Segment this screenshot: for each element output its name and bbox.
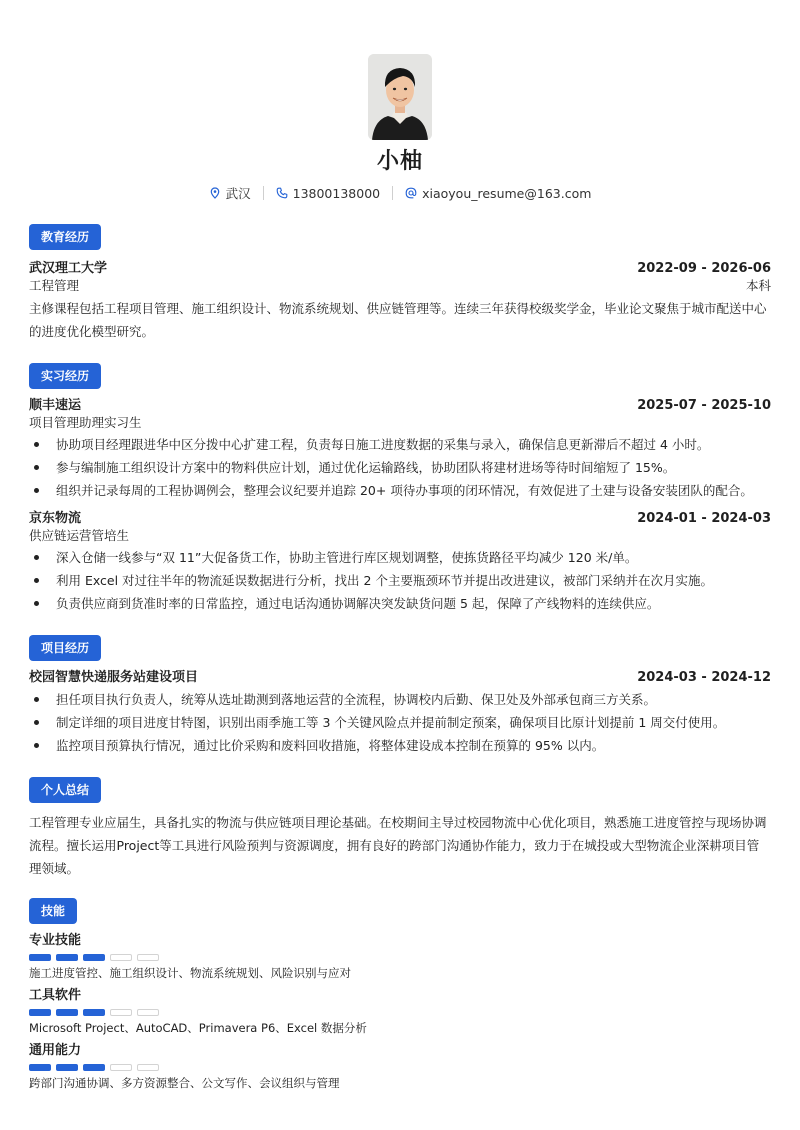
- skill-level-segment-filled: [29, 954, 51, 961]
- skill-level-segment-filled: [56, 1064, 78, 1071]
- skill-level-bar: [29, 1009, 771, 1016]
- email-item: [405, 186, 591, 201]
- internship-bullets: [29, 433, 771, 502]
- internship-header-row: [29, 510, 771, 527]
- internship-section: [0, 363, 800, 615]
- list-item: 担任项目执行负责人，统筹从选址勘测到落地运营的全流程，协调校内后勤、保卫处及外部承包商三方关系。: [29, 688, 771, 711]
- list-item: 协助项目经理跟进华中区分拨中心扩建工程，负责每日施工进度数据的采集与录入，确保信息更新滞后不超过 4 小时。: [29, 433, 771, 456]
- contact-divider: [263, 186, 264, 200]
- skill-entry: [29, 1042, 771, 1091]
- section-heading-education: 教育经历: [29, 224, 101, 250]
- skill-level-segment-filled: [29, 1064, 51, 1071]
- at-sign-icon: [405, 187, 417, 199]
- list-item: 监控项目预算执行情况，通过比价采购和废料回收措施，将整体建设成本控制在预算的 95% 以内。: [29, 734, 771, 757]
- skill-level-segment-empty: [110, 1009, 132, 1016]
- skills-section: [0, 898, 800, 1091]
- education-header-row: [29, 260, 771, 277]
- list-item: 组织并记录每周的工程协调例会，整理会议纪要并追踪 20+ 项待办事项的闭环情况，有效促进了土建与设备安装团队的配合。: [29, 479, 771, 502]
- section-heading-skills: 技能: [29, 898, 77, 924]
- skill-level-bar: [29, 1064, 771, 1071]
- internship-role: 供应链运营管培生: [29, 528, 130, 543]
- summary-section: [0, 777, 800, 880]
- internship-header-row: [29, 397, 771, 414]
- avatar: [368, 54, 432, 140]
- skill-level-bar: [29, 954, 771, 961]
- skill-level-segment-filled: [83, 1009, 105, 1016]
- project-name: 校园智慧快递服务站建设项目: [29, 670, 199, 685]
- company-name: 京东物流: [29, 511, 82, 526]
- internship-period: 2025-07 - 2025-10: [637, 398, 771, 413]
- list-item: 深入仓储一线参与“双 11”大促备货工作，协助主管进行库区规划调整，使拣货路径平均减少 120 米/单。: [29, 546, 771, 569]
- list-item: 参与编制施工组织设计方案中的物料供应计划，通过优化运输路线，协助团队将建材进场等待时间缩短了 15%。: [29, 456, 771, 479]
- internship-entry: [29, 510, 771, 615]
- project-section: [0, 635, 800, 757]
- skill-level-segment-empty: [137, 1064, 159, 1071]
- company-name: 顺丰速运: [29, 398, 82, 413]
- skill-name: 通用能力: [29, 1043, 82, 1058]
- map-pin-icon: [209, 187, 221, 199]
- project-header-row: [29, 669, 771, 686]
- internship-period: 2024-01 - 2024-03: [637, 511, 771, 526]
- section-heading-project: 项目经历: [29, 635, 101, 661]
- skill-level-segment-filled: [56, 954, 78, 961]
- avatar-photo: [368, 54, 432, 140]
- skill-name: 专业技能: [29, 933, 82, 948]
- section-heading-internship: 实习经历: [29, 363, 101, 389]
- project-entry: [29, 669, 771, 757]
- phone-text[interactable]: 13800138000: [292, 185, 381, 201]
- skill-description: 跨部门沟通协调、多方资源整合、公文写作、会议组织与管理: [29, 1076, 340, 1090]
- location-item: [209, 184, 251, 202]
- skill-level-segment-empty: [137, 1009, 159, 1016]
- skill-level-segment-empty: [137, 954, 159, 961]
- list-item: 负责供应商到货准时率的日常监控，通过电话沟通协调解决突发缺货问题 5 起，保障了产线物料的连续供应。: [29, 592, 771, 615]
- school-name: 武汉理工大学: [29, 261, 108, 276]
- education-sub-row: [29, 277, 771, 294]
- internship-bullets: [29, 546, 771, 615]
- degree: 本科: [745, 278, 771, 293]
- education-period: 2022-09 - 2026-06: [637, 261, 771, 276]
- skill-level-segment-empty: [110, 954, 132, 961]
- skill-level-segment-empty: [110, 1064, 132, 1071]
- contact-info: [0, 184, 800, 202]
- skill-entry: [29, 932, 771, 981]
- list-item: 利用 Excel 对过往半年的物流延误数据进行分析，找出 2 个主要瓶颈环节并提出改进建议，被部门采纳并在次月实施。: [29, 569, 771, 592]
- internship-role: 项目管理助理实习生: [29, 415, 142, 430]
- internship-entry: [29, 397, 771, 502]
- skill-name: 工具软件: [29, 988, 82, 1003]
- major: 工程管理: [29, 278, 80, 293]
- resume-header: [0, 0, 800, 202]
- phone-item: [276, 186, 380, 201]
- summary-text: 工程管理专业应届生，具备扎实的物流与供应链项目理论基础。在校期间主导过校园物流中心优化项目，熟悉施工进度管控与现场协调流程。擅长运用Project等工具进行风险预判与资源调度，拥有良好的跨部门沟通协作能力，致力于在城投或大型物流企业深耕项目管理领域。: [29, 815, 767, 876]
- skill-level-segment-filled: [83, 954, 105, 961]
- contact-divider: [392, 186, 393, 200]
- education-section: [0, 224, 800, 343]
- location-text: 武汉: [225, 186, 251, 201]
- skill-level-segment-filled: [56, 1009, 78, 1016]
- project-bullets: [29, 688, 771, 757]
- section-heading-summary: 个人总结: [29, 777, 101, 803]
- skill-description: Microsoft Project、AutoCAD、Primavera P6、Excel 数据分析: [29, 1021, 367, 1035]
- skill-description: 施工进度管控、施工组织设计、物流系统规划、风险识别与应对: [29, 966, 351, 980]
- skill-entry: [29, 987, 771, 1036]
- education-description: 主修课程包括工程项目管理、施工组织设计、物流系统规划、供应链管理等。连续三年获得校级奖学金，毕业论文聚焦于城市配送中心的进度优化模型研究。: [29, 301, 767, 339]
- email-text[interactable]: xiaoyou_resume@163.com: [422, 185, 592, 201]
- list-item: 制定详细的项目进度甘特图，识别出雨季施工等 3 个关键风险点并提前制定预案，确保项目比原计划提前 1 周交付使用。: [29, 711, 771, 734]
- candidate-name: 小柚: [376, 149, 423, 174]
- skill-level-segment-filled: [83, 1064, 105, 1071]
- skill-level-segment-filled: [29, 1009, 51, 1016]
- phone-icon: [276, 187, 288, 199]
- project-period: 2024-03 - 2024-12: [637, 670, 771, 685]
